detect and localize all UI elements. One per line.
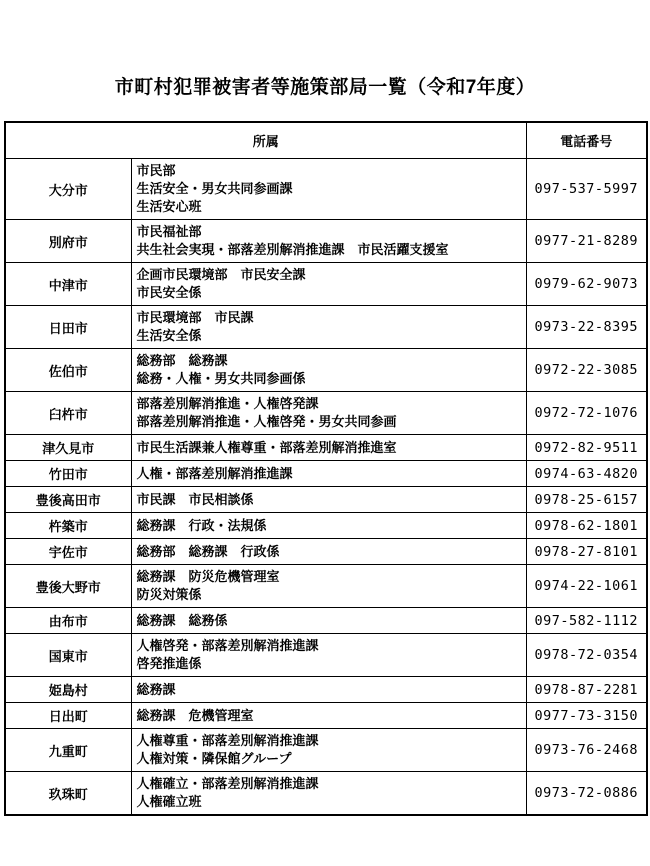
phone-number: 0978-87-2281 <box>526 677 647 703</box>
department-name <box>131 435 526 461</box>
department-line: 市民部 <box>136 163 176 178</box>
department-line: 総務・人権・男女共同参画係 <box>136 371 306 386</box>
department-line: 生活安全・男女共同参画課 <box>136 181 293 196</box>
municipality-name: 日出町 <box>5 703 131 729</box>
department-line: 総務課 <box>136 681 176 697</box>
table-row <box>5 349 647 392</box>
table-row <box>5 677 647 703</box>
municipality-name: 別府市 <box>5 220 131 263</box>
department-name <box>131 513 526 539</box>
department-line: 生活安心班 <box>136 199 202 214</box>
header-row <box>5 122 647 159</box>
department-name <box>131 461 526 487</box>
phone-number: 0972-82-9511 <box>526 435 647 461</box>
municipality-name: 豊後大野市 <box>5 565 131 608</box>
table-row <box>5 608 647 634</box>
department-name <box>131 677 526 703</box>
table-row <box>5 487 647 513</box>
table-row <box>5 159 647 220</box>
table-row <box>5 513 647 539</box>
department-line: 共生社会実現・部落差別解消推進課 市民活躍支援室 <box>136 242 449 257</box>
municipality-name: 由布市 <box>5 608 131 634</box>
department-line: 市民環境部 市民課 <box>136 310 254 325</box>
phone-number: 0973-72-0886 <box>526 772 647 816</box>
department-line: 総務部 総務課 行政係 <box>136 543 280 559</box>
department-line: 市民福祉部 <box>136 224 202 239</box>
department-line: 人権・部落差別解消推進課 <box>136 465 293 481</box>
municipality-name: 国東市 <box>5 634 131 677</box>
municipality-name: 杵築市 <box>5 513 131 539</box>
table-row <box>5 703 647 729</box>
department-line: 人権確立班 <box>136 794 202 809</box>
municipality-name: 豊後高田市 <box>5 487 131 513</box>
table-row <box>5 220 647 263</box>
department-line: 部落差別解消推進・人権啓発・男女共同参画 <box>136 414 397 429</box>
municipality-name: 佐伯市 <box>5 349 131 392</box>
department-name <box>131 306 526 349</box>
table-row <box>5 392 647 435</box>
column-header-phone: 電話番号 <box>526 122 647 159</box>
phone-number: 0973-76-2468 <box>526 729 647 772</box>
department-line: 生活安全係 <box>136 328 202 343</box>
department-name <box>131 729 526 772</box>
department-name <box>131 772 526 816</box>
phone-number: 0974-63-4820 <box>526 461 647 487</box>
phone-number: 0978-27-8101 <box>526 539 647 565</box>
phone-number: 097-582-1112 <box>526 608 647 634</box>
municipality-name: 臼杵市 <box>5 392 131 435</box>
department-name <box>131 263 526 306</box>
municipality-name: 中津市 <box>5 263 131 306</box>
department-name <box>131 220 526 263</box>
municipality-name: 九重町 <box>5 729 131 772</box>
municipality-name: 大分市 <box>5 159 131 220</box>
department-name <box>131 565 526 608</box>
table-header <box>5 122 647 159</box>
phone-number: 0972-22-3085 <box>526 349 647 392</box>
table-row <box>5 772 647 816</box>
department-name <box>131 392 526 435</box>
phone-number: 0978-72-0354 <box>526 634 647 677</box>
municipality-name: 日田市 <box>5 306 131 349</box>
department-name <box>131 703 526 729</box>
department-line: 企画市民環境部 市民安全課 <box>136 267 306 282</box>
page-title: 市町村犯罪被害者等施策部局一覧（令和7年度） <box>114 77 536 98</box>
table-row <box>5 565 647 608</box>
phone-number: 0974-22-1061 <box>526 565 647 608</box>
phone-number: 097-537-5997 <box>526 159 647 220</box>
department-name <box>131 539 526 565</box>
table-row <box>5 634 647 677</box>
phone-number: 0977-21-8289 <box>526 220 647 263</box>
table-row <box>5 461 647 487</box>
department-name <box>131 487 526 513</box>
table-body <box>5 159 647 816</box>
phone-number: 0979-62-9073 <box>526 263 647 306</box>
table-row <box>5 435 647 461</box>
department-line: 人権啓発・部落差別解消推進課 <box>136 638 319 653</box>
department-line: 総務部 総務課 <box>136 353 228 368</box>
table-row <box>5 729 647 772</box>
municipality-name: 竹田市 <box>5 461 131 487</box>
municipality-name: 津久見市 <box>5 435 131 461</box>
municipality-name: 宇佐市 <box>5 539 131 565</box>
department-line: 啓発推進係 <box>136 656 202 671</box>
department-line: 防災対策係 <box>136 587 202 602</box>
department-line: 総務課 総務係 <box>136 612 228 628</box>
table-row <box>5 263 647 306</box>
department-name <box>131 159 526 220</box>
department-line: 総務課 防災危機管理室 <box>136 569 280 584</box>
phone-number: 0973-22-8395 <box>526 306 647 349</box>
departments-table <box>4 121 648 816</box>
department-line: 人権対策・隣保館グループ <box>136 751 292 766</box>
phone-number: 0972-72-1076 <box>526 392 647 435</box>
department-line: 総務課 危機管理室 <box>136 707 254 723</box>
department-line: 市民生活課兼人権尊重・部落差別解消推進室 <box>136 439 397 455</box>
phone-number: 0977-73-3150 <box>526 703 647 729</box>
phone-number: 0978-62-1801 <box>526 513 647 539</box>
department-line: 市民課 市民相談係 <box>136 491 254 507</box>
phone-number: 0978-25-6157 <box>526 487 647 513</box>
department-line: 人権確立・部落差別解消推進課 <box>136 776 319 791</box>
department-line: 部落差別解消推進・人権啓発課 <box>136 396 319 411</box>
municipality-name: 姫島村 <box>5 677 131 703</box>
department-name <box>131 349 526 392</box>
department-name <box>131 634 526 677</box>
department-line: 総務課 行政・法規係 <box>136 517 267 533</box>
municipality-name: 玖珠町 <box>5 772 131 816</box>
department-name <box>131 608 526 634</box>
department-line: 人権尊重・部落差別解消推進課 <box>136 733 319 748</box>
table-row <box>5 539 647 565</box>
department-line: 市民安全係 <box>136 285 202 300</box>
table-row <box>5 306 647 349</box>
column-header-affiliation: 所属 <box>5 122 526 159</box>
